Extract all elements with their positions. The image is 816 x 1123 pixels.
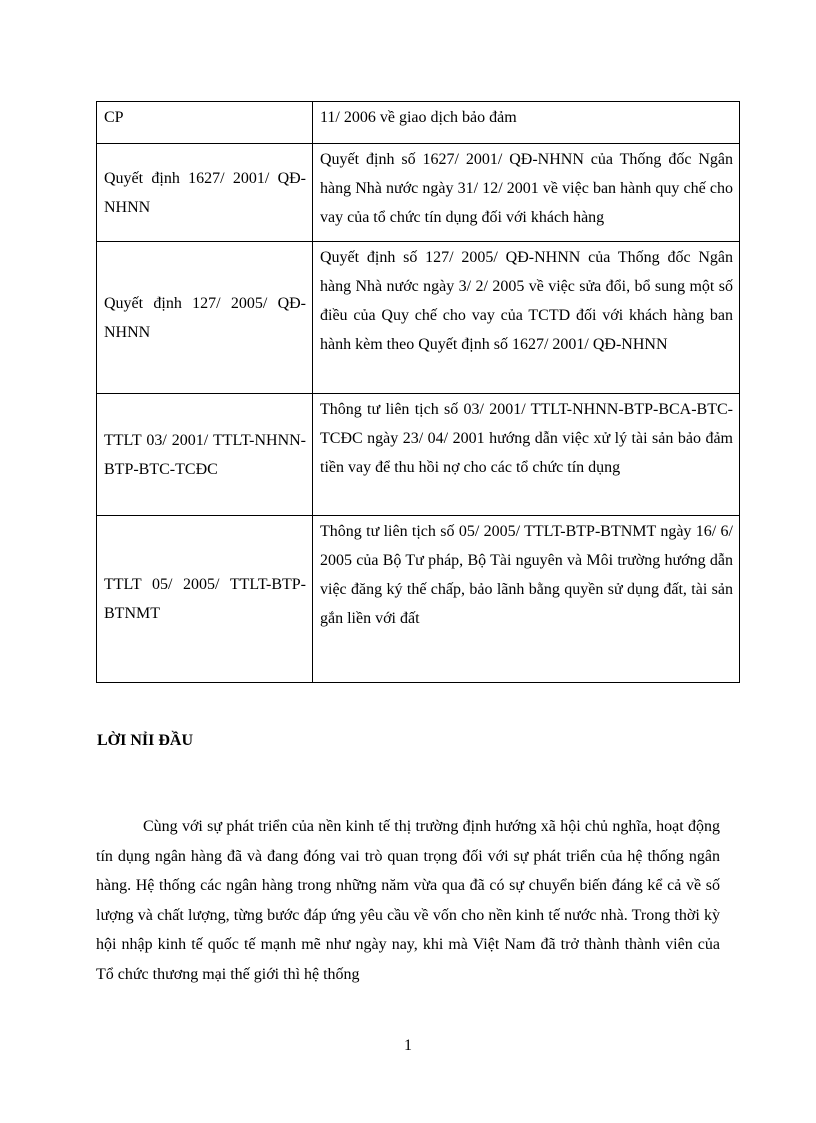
document-code-cell: CP bbox=[97, 102, 313, 144]
table-row bbox=[97, 516, 740, 683]
document-description-cell: Thông tư liên tịch số 05/ 2005/ TTLT-BTP-BTNMT ngày 16/ 6/ 2005 của Bộ Tư pháp, Bộ Tài nguyên và Môi trường hướng dẫn việc đăng ký thế chấp, bảo lãnh bằng quyền sử dụng đất, tài sản gắn liền với đất bbox=[313, 516, 740, 683]
table-row bbox=[97, 144, 740, 242]
table-row bbox=[97, 102, 740, 144]
intro-paragraph: Cùng với sự phát triển của nền kinh tế thị trường định hướng xã hội chủ nghĩa, hoạt động tín dụng ngân hàng đã và đang đóng vai trò quan trọng đối với sự phát triển của hệ thống ngân hàng. Hệ thống các ngân hàng trong những năm vừa qua đã có sự chuyển biến đáng kể cả về số lượng và chất lượng, từng bước đáp ứng yêu cầu về vốn cho nền kinh tế nước nhà. Trong thời kỳ hội nhập kinh tế quốc tế mạnh mẽ như ngày nay, khi mà Việt Nam đã trở thành thành viên của Tổ chức thương mại thế giới thì hệ thống bbox=[96, 818, 720, 983]
section-heading: LỜI NỈI ĐẦU bbox=[97, 732, 194, 749]
document-code-cell: Quyết định 127/ 2005/ QĐ-NHNN bbox=[97, 242, 313, 394]
document-description-cell: Thông tư liên tịch số 03/ 2001/ TTLT-NHNN-BTP-BCA-BTC-TCĐC ngày 23/ 04/ 2001 hướng dẫn việc xử lý tài sản bảo đảm tiền vay để thu hồi nợ cho các tổ chức tín dụng bbox=[313, 394, 740, 516]
legal-reference-table bbox=[96, 101, 740, 683]
document-description-cell: Quyết định số 1627/ 2001/ QĐ-NHNN của Thống đốc Ngân hàng Nhà nước ngày 31/ 12/ 2001 về việc ban hành quy chế cho vay của tổ chức tín dụng đối với khách hàng bbox=[313, 144, 740, 242]
document-code-cell: TTLT 05/ 2005/ TTLT-BTP-BTNMT bbox=[97, 516, 313, 683]
page-number: 1 bbox=[404, 1037, 412, 1054]
table-row bbox=[97, 394, 740, 516]
table-row bbox=[97, 242, 740, 394]
document-code-cell: TTLT 03/ 2001/ TTLT-NHNN-BTP-BTC-TCĐC bbox=[97, 394, 313, 516]
document-description-cell: 11/ 2006 về giao dịch bảo đảm bbox=[313, 102, 740, 144]
document-description-cell: Quyết định số 127/ 2005/ QĐ-NHNN của Thống đốc Ngân hàng Nhà nước ngày 3/ 2/ 2005 về việc sửa đổi, bổ sung một số điều của Quy chế cho vay của TCTD đối với khách hàng ban hành kèm theo Quyết định số 1627/ 2001/ QĐ-NHNN bbox=[313, 242, 740, 394]
document-code-cell: Quyết định 1627/ 2001/ QĐ-NHNN bbox=[97, 144, 313, 242]
